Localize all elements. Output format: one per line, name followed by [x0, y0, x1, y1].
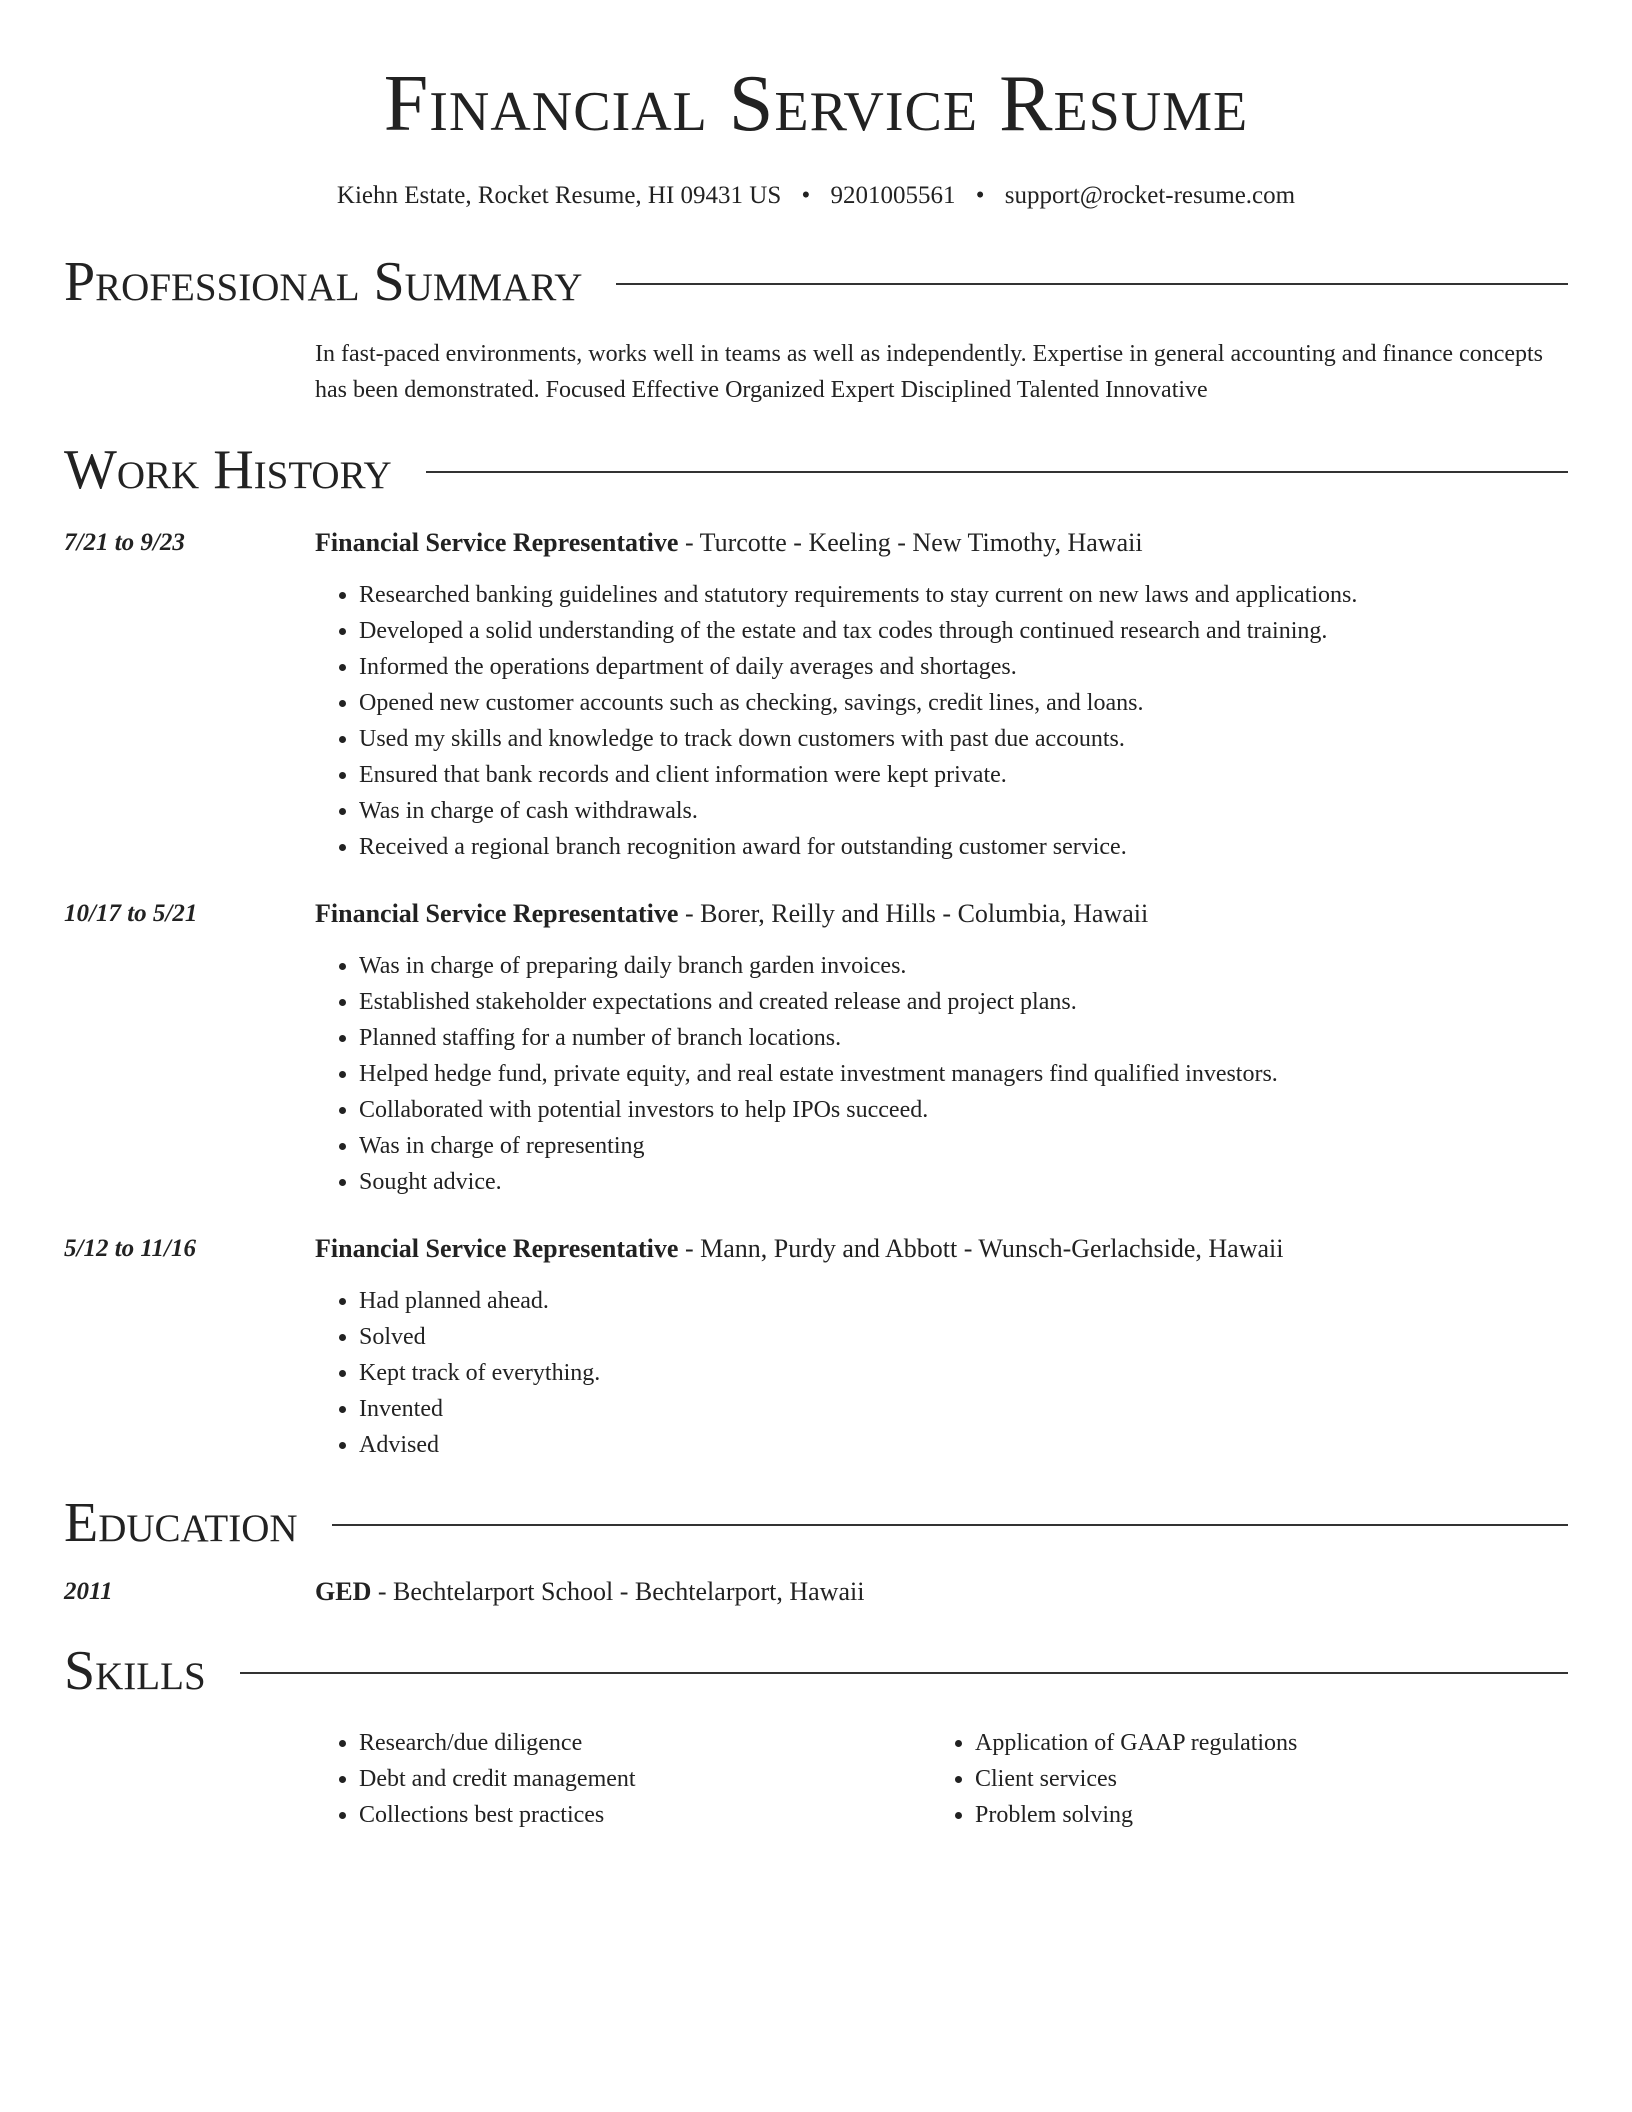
skills-heading: Skills	[64, 1640, 206, 1702]
skill-item: • Problem solving	[975, 1797, 1547, 1833]
contact-address: Kiehn Estate, Rocket Resume, HI 09431 US	[336, 182, 782, 209]
job-body	[315, 526, 1568, 865]
work-history-entry	[64, 526, 1568, 865]
job-headline	[315, 1232, 1568, 1266]
contact-phone: 9201005561	[830, 182, 956, 209]
work-history-list	[64, 526, 1568, 1463]
section-divider	[426, 471, 1568, 473]
job-title: Financial Service Representative	[315, 528, 679, 557]
job-employer-location: - Turcotte - Keeling - New Timothy, Hawaii	[678, 528, 1143, 557]
job-bullet: • Opened new customer accounts such as checking, savings, credit lines, and loans.	[359, 685, 1568, 721]
job-dates: 5/12 to 11/16	[64, 1235, 196, 1262]
work-history-entry	[64, 897, 1568, 1200]
job-bullet: • Received a regional branch recognition award for outstanding customer service.	[359, 829, 1568, 865]
summary-section-header	[64, 250, 1568, 314]
summary-heading: Professional Summary	[64, 251, 583, 313]
education-section-header	[64, 1491, 1568, 1555]
contact-line	[64, 180, 1568, 212]
work-history-section-header	[64, 438, 1568, 502]
job-body	[315, 897, 1568, 1200]
document-title: Financial Service Resume	[383, 60, 1249, 148]
job-bullet: • Helped hedge fund, private equity, and real estate investment managers find qualified investors.	[359, 1056, 1568, 1092]
job-bullet: • Planned staffing for a number of branch locations.	[359, 1020, 1568, 1056]
job-bullet: • Had planned ahead.	[359, 1283, 1568, 1319]
job-headline	[315, 526, 1568, 560]
education-details: - Bechtelarport School - Bechtelarport, Hawaii	[371, 1577, 865, 1606]
skill-item: • Client services	[975, 1761, 1547, 1797]
work-history-heading: Work History	[64, 439, 392, 501]
job-bullets	[315, 948, 1568, 1200]
skills-column-left	[315, 1725, 931, 1833]
job-title: Financial Service Representative	[315, 899, 679, 928]
job-bullet: • Invented	[359, 1391, 1568, 1427]
job-bullets	[315, 577, 1568, 865]
job-bullet: • Established stakeholder expectations and created release and project plans.	[359, 984, 1568, 1020]
education-headline	[315, 1575, 1568, 1609]
contact-separator: •	[975, 182, 985, 209]
job-employer-location: - Mann, Purdy and Abbott - Wunsch-Gerlachside, Hawaii	[678, 1234, 1284, 1263]
skills-grid	[315, 1725, 1568, 1833]
job-bullet: • Was in charge of representing	[359, 1128, 1568, 1164]
section-divider	[240, 1672, 1568, 1674]
job-headline	[315, 897, 1568, 931]
skill-item: • Application of GAAP regulations	[975, 1725, 1547, 1761]
job-bullets	[315, 1283, 1568, 1463]
job-bullet: • Developed a solid understanding of the estate and tax codes through continued research and training.	[359, 613, 1568, 649]
summary-text: In fast-paced environments, works well in teams as well as independently. Expertise in general accounting and finance concepts has been demonstrated. Focused Effective Organized Expert Disciplined Talented Innovative	[315, 341, 1544, 403]
section-divider	[616, 283, 1568, 285]
job-bullet: • Used my skills and knowledge to track down customers with past due accounts.	[359, 721, 1568, 757]
job-bullet: • Advised	[359, 1427, 1568, 1463]
job-employer-location: - Borer, Reilly and Hills - Columbia, Hawaii	[678, 899, 1149, 928]
skill-item: • Collections best practices	[359, 1797, 931, 1833]
skill-item: • Debt and credit management	[359, 1761, 931, 1797]
job-bullet: • Was in charge of cash withdrawals.	[359, 793, 1568, 829]
skills-section-header	[64, 1639, 1568, 1703]
contact-separator: •	[801, 182, 811, 209]
job-title: Financial Service Representative	[315, 1234, 679, 1263]
job-bullet: • Collaborated with potential investors to help IPOs succeed.	[359, 1092, 1568, 1128]
education-year: 2011	[64, 1578, 113, 1605]
job-bullet: • Sought advice.	[359, 1164, 1568, 1200]
job-bullet: • Informed the operations department of daily averages and shortages.	[359, 649, 1568, 685]
job-body	[315, 1232, 1568, 1463]
job-bullet: • Ensured that bank records and client information were kept private.	[359, 757, 1568, 793]
contact-email: support@rocket-resume.com	[1004, 182, 1296, 209]
skills-column-right	[931, 1725, 1547, 1833]
section-divider	[332, 1524, 1568, 1526]
education-heading: Education	[64, 1492, 298, 1554]
job-bullet: • Kept track of everything.	[359, 1355, 1568, 1391]
skill-item: • Research/due diligence	[359, 1725, 931, 1761]
resume-page	[64, 0, 1568, 1833]
education-entry	[64, 1575, 1568, 1609]
job-bullet: • Was in charge of preparing daily branch garden invoices.	[359, 948, 1568, 984]
job-dates: 7/21 to 9/23	[64, 529, 185, 556]
work-history-entry	[64, 1232, 1568, 1463]
job-dates: 10/17 to 5/21	[64, 900, 198, 927]
job-bullet: • Solved	[359, 1319, 1568, 1355]
education-body	[315, 1575, 1568, 1609]
education-degree: GED	[315, 1577, 372, 1606]
job-bullet: • Researched banking guidelines and statutory requirements to stay current on new laws and applications.	[359, 577, 1568, 613]
